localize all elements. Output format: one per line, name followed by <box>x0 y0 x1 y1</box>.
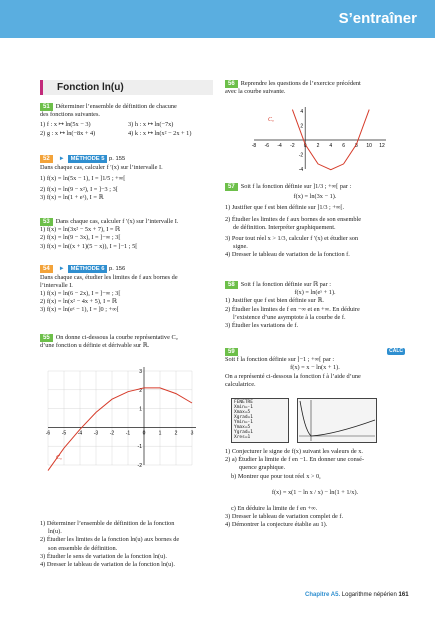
exercise-59 <box>225 348 405 389</box>
x-tick-label: 3 <box>190 430 194 437</box>
question: 3) h : x ↦ ln(−7x) <box>128 121 174 129</box>
screen-line: Xmax=5 <box>234 410 251 415</box>
page-footer <box>305 592 409 600</box>
x-tick-label: 4 <box>329 143 333 149</box>
x-tick-label: 2 <box>316 143 320 149</box>
exercise-number: 52 <box>40 155 53 163</box>
question: 3) Pour tout réel x > 1/3, calculer f ′(x) et étudier son <box>225 234 359 242</box>
chart-cu-2 <box>250 103 390 173</box>
exercise-number: 56 <box>225 80 238 88</box>
question: 3) Étudier le sens de variation de la fonction ln(u). <box>40 552 167 560</box>
question: b) Montrer que pour tout réel x > 0, <box>231 472 321 480</box>
screen-line: FENETRE <box>234 400 253 405</box>
x-tick-label: -8 <box>251 143 257 149</box>
exercise-text: Dans chaque cas, calculer f ′(x) sur l’intervalle I. <box>40 163 163 171</box>
exercise-text: l’intervalle I. <box>40 281 73 289</box>
exercise-59-questions <box>225 448 405 529</box>
screen-line: Ygrad=1 <box>234 430 253 435</box>
question: 4) Dresser le tableau de variation de la fonction ln(u). <box>40 560 175 568</box>
question: signe. <box>233 243 248 251</box>
screen-line: Xres=1 <box>234 435 251 440</box>
question: ln(u). <box>48 528 62 536</box>
x-tick-label: -4 <box>277 143 282 149</box>
formula: f(x) = ln(3x − 1). <box>293 193 337 201</box>
exercise-text: Dans chaque cas, calculer f ′(x) sur l’intervalle I. <box>55 218 179 225</box>
page-title: S’entraîner <box>338 10 417 27</box>
exercise-number: 51 <box>40 103 53 111</box>
y-tick-label: 1 <box>139 406 142 413</box>
screen-line: Ymin=-1 <box>234 420 253 425</box>
question: 4) Démontrer la conjecture établie au 1). <box>225 521 328 529</box>
exercise-number: 53 <box>40 218 53 226</box>
question: 1) Conjecturer le signe de f(x) suivant les valeurs de x. <box>225 448 363 455</box>
page-ref: p. 156 <box>109 266 126 272</box>
exercise-56 <box>225 80 405 96</box>
exercise-number: 59 <box>225 348 238 356</box>
page-header <box>0 0 435 38</box>
exercise-number: 54 <box>40 265 53 273</box>
exercise-text: Soit f la fonction définie sur ℝ par : <box>240 281 332 288</box>
exercise-55 <box>40 334 213 350</box>
curve-label: Cᵤ <box>56 455 62 461</box>
exercise-text: Dans chaque cas, étudier les limites de f aux bornes de <box>40 273 178 281</box>
question: 1) f(x) = ln(3x² − 5x + 7), I = ℝ <box>40 226 121 234</box>
x-tick-label: -6 <box>264 143 270 149</box>
exercise-text: On donne ci-dessous la courbe représentative Cᵤ <box>55 334 178 341</box>
question: 3) Étudier les variations de f. <box>225 321 299 329</box>
question: de définition. Interpréter graphiquement. <box>233 223 336 231</box>
question: 3) f(x) = ln(eˣ − 1), I = ]0 ; +∞[ <box>40 306 119 314</box>
x-tick-label: 0 <box>142 430 146 437</box>
y-tick-label: 4 <box>300 109 304 115</box>
page-ref: p. 155 <box>109 156 126 162</box>
chart-cu-1 <box>42 363 202 473</box>
x-tick-label: -5 <box>61 430 67 437</box>
y-tick-label: -2 <box>298 152 304 159</box>
question: 2) f(x) = ln(9 − 3x), I = ]−∞ ; 3[ <box>40 234 121 242</box>
x-tick-label: -4 <box>77 430 83 437</box>
screen-line: Ymax=5 <box>234 425 251 430</box>
question: 1) Justifier que f est bien définie sur ]1/3 ; +∞[. <box>225 204 345 212</box>
series-line <box>292 110 369 170</box>
question: 1) f(x) = ln(6 − 2x), I = ]−∞ ; 3[ <box>40 290 121 298</box>
x-tick-label: -6 <box>45 430 51 437</box>
exercise-text: On a représenté ci-dessous la fonction f à l’aide d’une <box>225 372 361 380</box>
y-tick-label: -4 <box>298 167 304 173</box>
screen-line: Xmin=-1 <box>234 405 253 410</box>
exercise-number: 57 <box>225 183 238 191</box>
question: 2) a) Étudier la limite de f en −1. En donner une consé- <box>225 456 365 464</box>
y-tick-label: -2 <box>137 463 142 469</box>
question: 2) g : x ↦ ln(−8x + 4) <box>40 129 96 137</box>
question: 1) f(x) = ln(5x − 1), I = ]1/5 ; +∞[ <box>40 174 126 182</box>
exercise-52 <box>40 155 213 202</box>
footer-chapter: Chapitre A5. <box>305 592 341 598</box>
arrow-icon: ► <box>58 266 65 272</box>
question: 1) f : x ↦ ln(5x − 3) <box>40 121 91 129</box>
formula: f(x) = x(1 − ln x / x) − ln(1 + 1/x). <box>271 488 359 496</box>
exercise-text: Reprendre les questions de l’exercice précédent <box>240 80 361 87</box>
exercise-58 <box>225 281 405 330</box>
y-tick-label: -1 <box>137 444 142 451</box>
y-tick-label: 2 <box>139 387 142 394</box>
x-tick-label: 12 <box>379 143 385 149</box>
question: son ensemble de définition. <box>48 544 118 552</box>
x-tick-label: -1 <box>125 430 131 437</box>
formula: f(x) = x − ln(x + 1). <box>290 364 340 372</box>
method-link[interactable]: MÉTHODE 6 <box>68 265 108 273</box>
x-tick-label: -2 <box>290 143 295 149</box>
y-tick-label: 2 <box>300 123 304 130</box>
x-tick-label: 6 <box>342 143 345 149</box>
question: 3) Dresser le tableau de variation complet de f. <box>225 513 344 521</box>
exercise-number: 55 <box>40 334 53 342</box>
footer-title: Logarithme népérien <box>341 592 397 598</box>
exercise-text: Soit f la fonction définie sur ]−1 ; +∞[ par : <box>225 356 335 364</box>
section-title: Fonction ln(u) <box>57 82 124 93</box>
question: 2) Étudier les limites de f en −∞ et en +∞. En déduire <box>225 305 360 313</box>
exercise-57 <box>225 183 405 259</box>
method-link[interactable]: MÉTHODE 5 <box>68 155 108 163</box>
exercise-text: avec la courbe suivante. <box>225 88 286 96</box>
section-title-bar <box>40 80 213 95</box>
x-tick-label: 0 <box>303 143 307 149</box>
question: l’existence d’une asymptote à la courbe de f. <box>233 313 346 321</box>
exercise-text: d’une fonction u définie et dérivable sur ℝ. <box>40 342 150 350</box>
arrow-icon: ► <box>58 156 65 162</box>
calculator-graph-screen <box>297 398 377 443</box>
question: 3) f(x) = ln(1 + eˣ), I = ℝ <box>40 194 104 202</box>
page-number: 161 <box>398 592 409 598</box>
exercise-text: Soit f la fonction définie sur ]1/3 ; +∞[ par : <box>240 183 352 190</box>
question: 2) Étudier les limites de f aux bornes de son ensemble <box>225 215 362 223</box>
series-line <box>45 388 192 471</box>
x-tick-label: 2 <box>174 430 178 437</box>
x-tick-label: 10 <box>366 143 372 149</box>
curve-label: Cᵤ <box>268 117 274 123</box>
question: 4) k : x ↦ ln(x² − 2x + 1) <box>128 129 192 137</box>
x-tick-label: -2 <box>109 430 115 437</box>
question: 1) Déterminer l’ensemble de définition de la fonction <box>40 520 175 527</box>
formula: f(x) = ln(eˣ + 1). <box>294 289 336 297</box>
exercise-text: Déterminer l’ensemble de définition de chacune <box>55 103 177 110</box>
exercise-number: 58 <box>225 281 238 289</box>
question: 4) Dresser le tableau de variation de la fonction f. <box>225 251 350 259</box>
calc-badge: CALC <box>389 348 403 354</box>
question: 1) Justifier que f est bien définie sur ℝ. <box>225 297 324 305</box>
x-tick-label: -3 <box>93 430 99 437</box>
exercise-53 <box>40 218 213 251</box>
question: quence graphique. <box>239 464 286 472</box>
x-tick-label: 8 <box>355 143 358 149</box>
exercise-54 <box>40 265 213 315</box>
exercise-55-questions <box>40 520 213 569</box>
exercise-51 <box>40 103 213 138</box>
screen-line: Xgrad=1 <box>234 415 253 420</box>
question: 3) f(x) = ln((x + 1)(5 − x)), I = ]−1 ; 5[ <box>40 242 138 250</box>
calculator-window-screen <box>231 398 289 443</box>
x-tick-label: 1 <box>158 430 162 437</box>
question: 2) f(x) = ln(9 − x²), I = ]−3 ; 3[ <box>40 186 118 194</box>
question: 2) Étudier les limites de la fonction ln(u) aux bornes de <box>40 536 180 544</box>
y-tick-label: 3 <box>139 369 142 375</box>
question: c) En déduire la limite de f en +∞. <box>231 504 318 512</box>
exercise-text: des fonctions suivantes. <box>40 111 100 119</box>
question: 2) f(x) = ln(x² − 4x + 5), I = ℝ <box>40 298 117 306</box>
exercise-text: calculatrice. <box>225 380 256 388</box>
